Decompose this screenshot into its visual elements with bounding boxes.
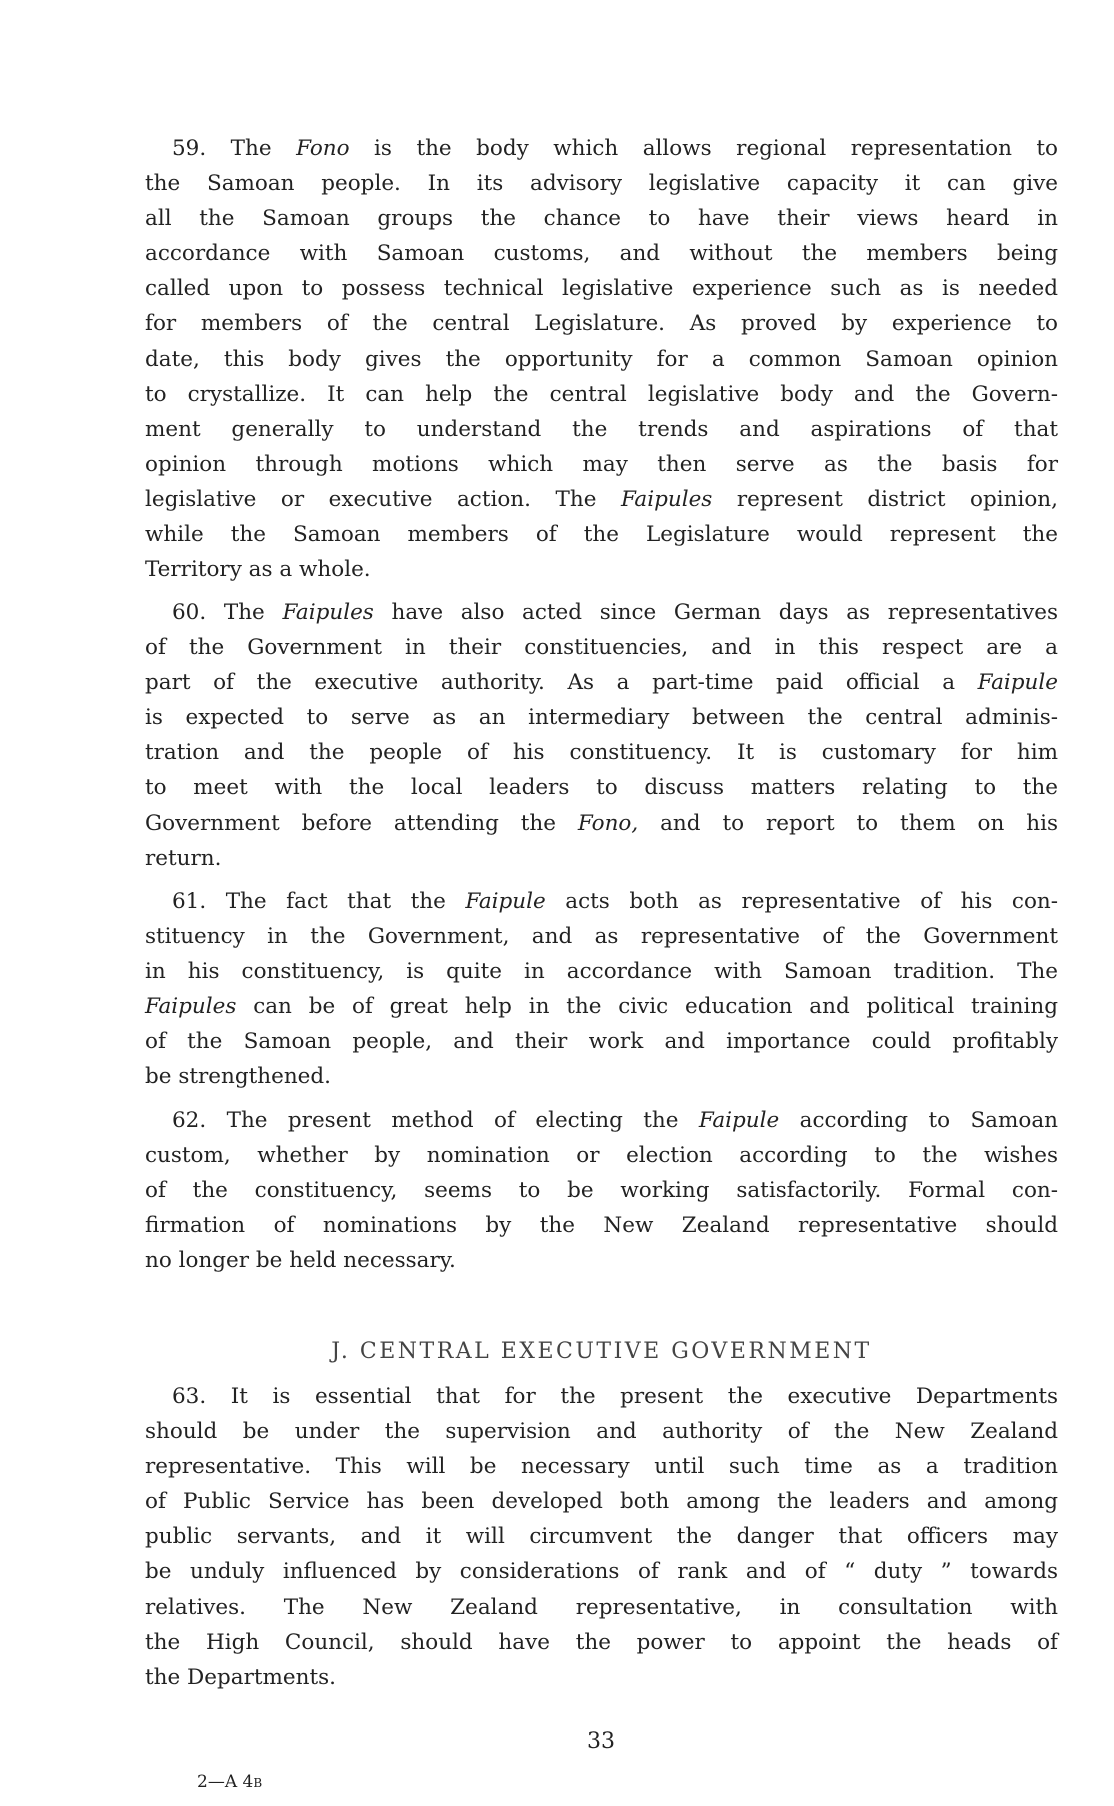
footer-ref-text: 2—A 4 [197,1772,254,1792]
text-segment: the Samoan people. In its advisory legislative capacity it can give [145,171,1058,197]
text-segment: for members of the central Legislature. As proved by experience to [145,311,1058,337]
text-segment: representative. This will be necessary until such time as a tradition [145,1454,1058,1480]
italic-term: Faipules [145,994,237,1020]
text-segment: part of the executive authority. As a part-time paid official a [145,670,978,696]
text-line [145,1103,1058,1138]
text-segment: accordance with Samoan customs, and without the members being [145,241,1058,267]
text-segment: and to report to them on his [638,810,1058,836]
italic-term: Faipule [465,889,546,914]
text-line [145,552,1058,587]
text-segment: the Departments. [145,1664,336,1690]
text-line [145,989,1058,1024]
paragraph-61 [145,884,1058,1095]
text-segment: of the Government in their constituencies, and in this respect are a [145,635,1058,661]
text-line [145,700,1058,735]
italic-term: Faipules [620,486,713,512]
text-line [145,806,1058,841]
text-segment: no longer be held necessary. [145,1248,456,1274]
text-segment: while the Samoan members of the Legislature would represent the [145,522,1058,548]
text-segment: 63. It is essential that for the present the executive Departments [172,1384,1058,1409]
paragraph-60 [145,595,1058,876]
text-segment: called upon to possess technical legislative experience such as is needed [145,276,1058,302]
text-segment: Territory as a whole. [145,557,371,583]
text-segment: according to Samoan [779,1108,1058,1133]
text-segment: of Public Service has been developed both among the leaders and among [145,1489,1058,1515]
text-line [145,271,1058,306]
text-line [145,1660,1058,1695]
text-line [145,517,1058,552]
text-segment: is the body which allows regional representation to [349,136,1058,161]
text-segment: public servants, and it will circumvent the danger that officers may [145,1524,1058,1550]
text-segment: custom, whether by nomination or election according to the wishes [145,1143,1058,1169]
italic-term: Faipules [282,600,374,625]
text-segment: stituency in the Government, and as representative of the Government [145,924,1058,950]
footer-reference [197,1772,262,1792]
italic-term: Faipule [698,1108,780,1133]
text-line [145,1554,1058,1589]
text-line [145,131,1058,166]
text-line [145,954,1058,989]
italic-term: Faipule [977,670,1058,696]
text-segment: date, this body gives the opportunity for a common Samoan opinion [145,346,1058,372]
text-line [145,1243,1058,1278]
text-line [145,841,1058,876]
text-line [145,306,1058,341]
text-segment: opinion through motions which may then serve as the basis for [145,451,1058,477]
text-line [145,1625,1058,1660]
text-line [145,377,1058,412]
text-line [145,166,1058,201]
paragraph-62 [145,1103,1058,1278]
text-segment: 59. The [172,136,297,161]
text-line [145,665,1058,700]
text-segment: Government before attending the [145,810,578,836]
text-line [145,1484,1058,1519]
text-line [145,1208,1058,1243]
text-line [145,595,1058,630]
section-heading: J. CENTRAL EXECUTIVE GOVERNMENT [331,1339,872,1364]
text-segment: 61. The fact that the [172,889,466,914]
text-line [145,447,1058,482]
paragraph-59 [145,131,1058,587]
page-number: 33 [587,1729,615,1754]
text-line [145,1590,1058,1625]
text-line [145,1024,1058,1059]
text-segment: legislative or executive action. The [145,486,621,512]
text-segment: 62. The present method of electing the [172,1108,699,1133]
text-segment: all the Samoan groups the chance to have their views heard in [145,206,1058,232]
text-line [145,1059,1058,1094]
text-segment: 60. The [172,600,283,625]
text-segment: is expected to serve as an intermediary between the central adminis- [145,705,1058,731]
text-segment: be unduly influenced by considerations of rank and of “ duty ” towards [145,1559,1058,1585]
text-line [145,1519,1058,1554]
text-line [145,201,1058,236]
text-line [145,735,1058,770]
text-segment: in his constituency, is quite in accordance with Samoan tradition. The [145,959,1058,985]
text-line [145,412,1058,447]
text-segment: can be of great help in the civic education and political training [236,994,1058,1020]
text-line [145,884,1058,919]
text-segment: acts both as representative of his con- [545,889,1059,914]
text-segment: relatives. The New Zealand representative, in consultation with [145,1594,1058,1620]
text-line [145,1379,1058,1414]
text-line [145,1449,1058,1484]
italic-term: Fono [296,136,350,161]
text-segment: to meet with the local leaders to discuss matters relating to the [145,775,1058,801]
text-segment: of the Samoan people, and their work and importance could profitably [145,1029,1058,1055]
text-line [145,919,1058,954]
text-segment: ment generally to understand the trends and aspirations of that [145,416,1058,442]
text-segment: tration and the people of his constituency. It is customary for him [145,740,1058,766]
italic-term: Fono, [577,810,639,836]
text-segment: the High Council, should have the power to appoint the heads of [145,1629,1058,1655]
text-line [145,236,1058,271]
text-segment: should be under the supervision and authority of the New Zealand [145,1419,1058,1445]
text-segment: to crystallize. It can help the central legislative body and the Govern- [145,381,1058,407]
text-line [145,630,1058,665]
text-line [145,482,1058,517]
text-segment: firmation of nominations by the New Zealand representative should [145,1213,1058,1239]
text-line [145,1138,1058,1173]
text-line [145,1173,1058,1208]
text-line [145,770,1058,805]
paragraph-63 [145,1379,1058,1695]
text-segment: return. [145,845,222,871]
text-segment: represent district opinion, [712,486,1058,512]
text-line [145,342,1058,377]
footer-ref-small: B [253,1776,263,1790]
text-line [145,1414,1058,1449]
text-segment: be strengthened. [145,1064,331,1090]
text-segment: have also acted since German days as representatives [373,600,1058,625]
text-segment: of the constituency, seems to be working satisfactorily. Formal con- [145,1178,1058,1204]
